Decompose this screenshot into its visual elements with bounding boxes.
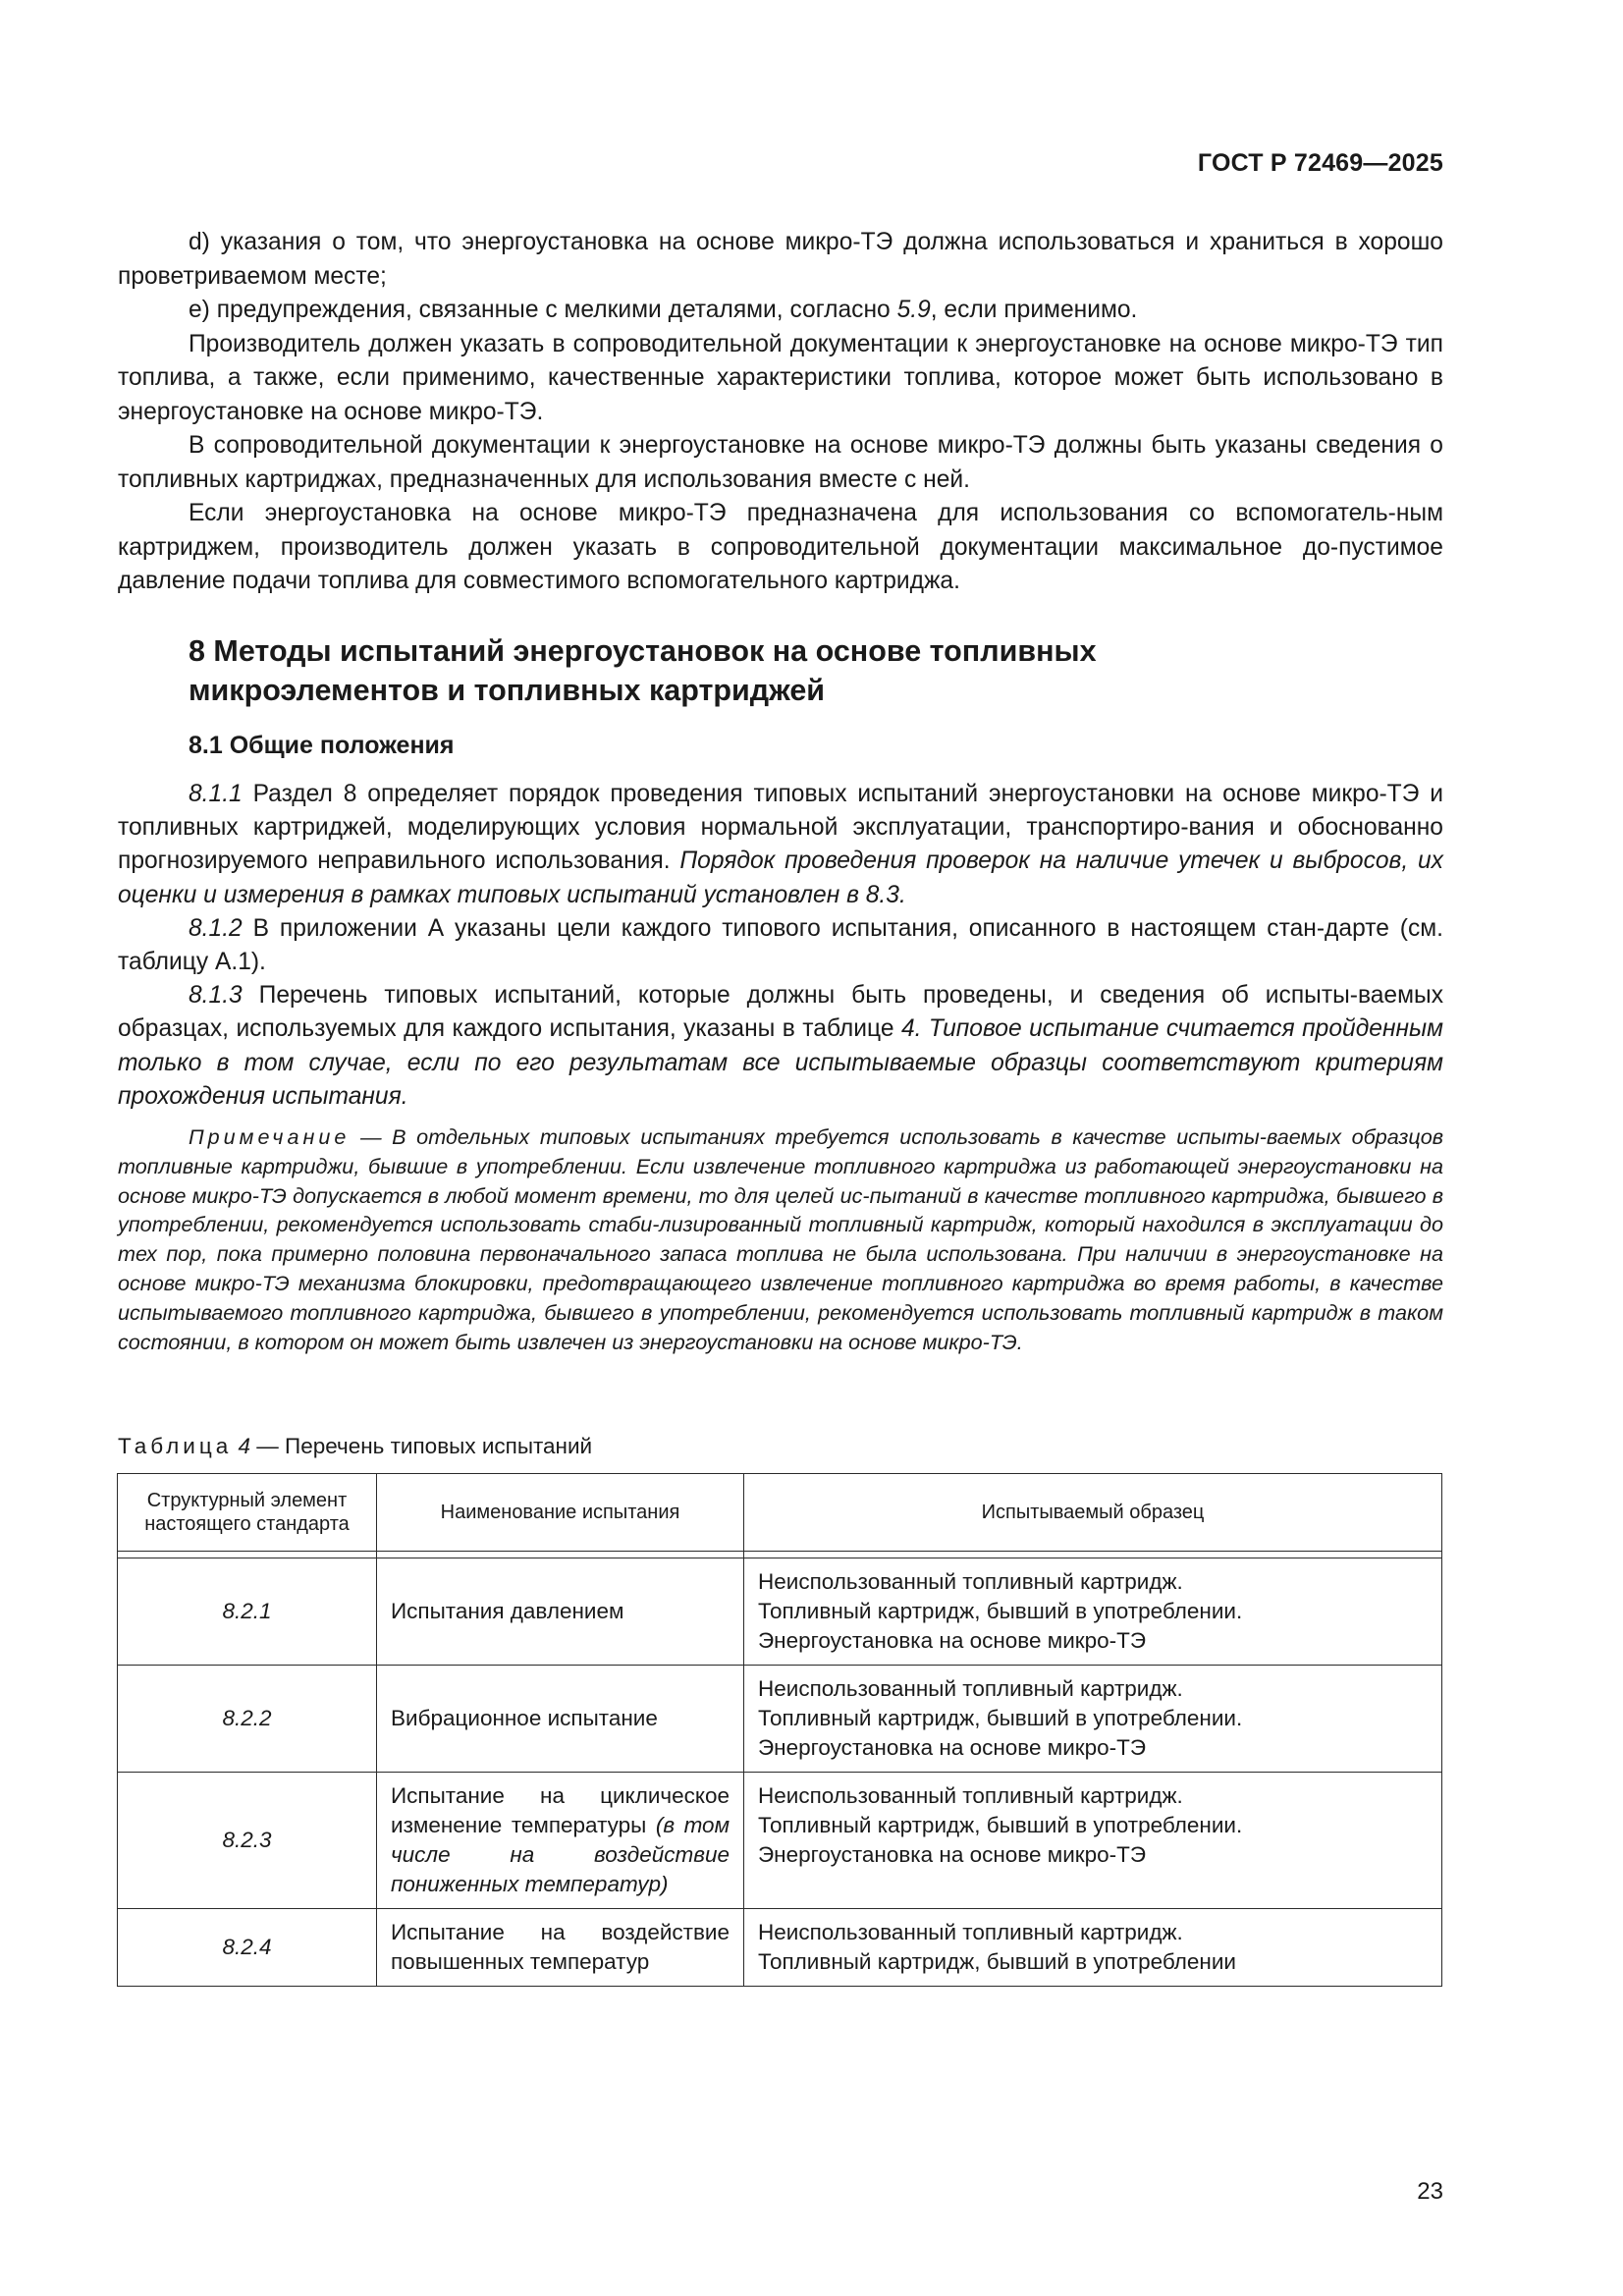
- table-caption-label: Таблица: [118, 1434, 233, 1458]
- section-heading: 8 Методы испытаний энергоустановок на основе топливных микроэлементов и топливных картриджей: [189, 634, 1097, 707]
- clause-italic-text: . Типовое испытание считается пройденным только в том случае, если по его результатам все испытываемые образцы соответствуют критериям прохождения испытания.: [118, 1015, 1443, 1110]
- clause-text: Раздел 8 определяет порядок проведения типовых испытаний энергоустановки на основе микро-ТЭ и топливных картриджей, моделирующих условия нормальной эксплуатации, транспортиро-вания и обоснованно прогнозируемого неправильного использования.: [118, 781, 1443, 875]
- intro-item-e: [118, 294, 1443, 328]
- column-header-test-name: Наименование испытания: [377, 1474, 744, 1552]
- test-name-cell: [377, 1666, 744, 1773]
- note-paragraph: [118, 1122, 1443, 1356]
- clause-number: 8.1.2: [189, 914, 243, 942]
- clause-text: Перечень типовых испытаний, которые должны быть проведены, и сведения об испыты-ваемых образцах, используемых для каждого испытания, указаны в таблице: [118, 982, 1443, 1043]
- sample-line: Неиспользованный топливный картридж.: [758, 1676, 1183, 1701]
- table-caption-number: 4: [238, 1434, 251, 1458]
- clause-cell: 8.2.4: [118, 1909, 377, 1987]
- test-name-cell: [377, 1773, 744, 1909]
- table-row: [118, 1666, 1442, 1773]
- tests-table: [117, 1473, 1442, 1987]
- spacer-cell: [377, 1552, 744, 1558]
- sample-line: Топливный картридж, бывший в употреблении.: [758, 1706, 1243, 1730]
- sample-line: Энергоустановка на основе микро-ТЭ: [758, 1735, 1147, 1760]
- intro-paragraph: Если энергоустановка на основе микро-ТЭ предназначена для использования со вспомогатель-ным картриджем, производитель должен указать в сопроводительной документации максимальное до-пустимое давление подачи топлива для совместимого вспомогательного картриджа.: [118, 500, 1443, 594]
- sample-line: Неиспользованный топливный картридж.: [758, 1783, 1183, 1808]
- clause-reference: 5.9: [896, 297, 931, 323]
- table-header-row: [118, 1474, 1442, 1552]
- sample-line: Энергоустановка на основе микро-ТЭ: [758, 1842, 1147, 1867]
- sample-line: Неиспользованный топливный картридж.: [758, 1569, 1183, 1594]
- clause-cell: 8.2.2: [118, 1666, 377, 1773]
- intro-paragraph: В сопроводительной документации к энергоустановке на основе микро-ТЭ должны быть указаны сведения о топливных картриджах, предназначенных для использования вместе с ней.: [118, 432, 1443, 493]
- intro-text: [118, 226, 1443, 599]
- test-name: Испытания давлением: [391, 1599, 624, 1623]
- note-text: — В отдельных типовых испытаниях требуется использовать в качестве испыты-ваемых образцов топливные картриджи, бывшие в употреблении. Если извлечение топливного картриджа из работающей энергоустановки на основе микро-ТЭ допускается в любой момент времени, то для целей ис-пытаний в качестве топливного картриджа, бывшего в употреблении, рекомендуется использовать стаби-лизированный топливный картридж, который находился в эксплуатации до тех пор, пока примерно половина первоначального запаса топлива не была использована. При наличии в энергоустановке на основе микро-ТЭ механизма блокировки, предотвращающего извлечение топливного картриджа во время работы, в качестве испытываемого топливного картриджа, бывшего в употреблении, рекомендуется использовать топливный картридж в таком состоянии, в котором он может быть извлечен из энергоустановки на основе микро-ТЭ.: [118, 1124, 1443, 1354]
- clause-8-1-1: [118, 778, 1443, 912]
- test-name: Вибрационное испытание: [391, 1706, 658, 1730]
- spacer-cell: [744, 1552, 1442, 1558]
- sample-line: Топливный картридж, бывший в употреблении.: [758, 1599, 1243, 1623]
- sample-line: Энергоустановка на основе микро-ТЭ: [758, 1628, 1147, 1653]
- section-body: [118, 778, 1443, 1114]
- clause-8-1-2: [118, 912, 1443, 979]
- sample-line: Неиспользованный топливный картридж.: [758, 1920, 1183, 1944]
- document-header: ГОСТ Р 72469—2025: [1197, 149, 1443, 177]
- sample-cell: [744, 1909, 1442, 1987]
- clause-text: В приложении А указаны цели каждого типового испытания, описанного в настоящем стан-дарте (см. таблицу А.1).: [118, 914, 1443, 976]
- sample-cell: [744, 1773, 1442, 1909]
- table-row: [118, 1558, 1442, 1666]
- clause-number: 8.1.3: [189, 982, 243, 1010]
- spacer-cell: [118, 1552, 377, 1558]
- page-number: 23: [1417, 2178, 1443, 2205]
- table-row: [118, 1773, 1442, 1909]
- column-header-sample: Испытываемый образец: [744, 1474, 1442, 1552]
- sample-line: Топливный картридж, бывший в употреблении.: [758, 1813, 1243, 1837]
- column-header-clause: Структурный элемент настоящего стандарта: [118, 1474, 377, 1552]
- clause-cell: 8.2.1: [118, 1558, 377, 1666]
- test-name-italic: (в том числе на воздействие пониженных температур): [391, 1813, 730, 1896]
- intro-item-e-tail: , если применимо.: [930, 297, 1138, 323]
- test-name: Испытание на циклическое изменение температуры: [391, 1783, 730, 1837]
- intro-paragraph: Производитель должен указать в сопроводительной документации к энергоустановке на основе микро-ТЭ тип топлива, а также, если применимо, качественные характеристики топлива, которое может быть использовано в энергоустановке на основе микро-ТЭ.: [118, 330, 1443, 425]
- test-name-cell: [377, 1909, 744, 1987]
- intro-item-e-text: e) предупреждения, связанные с мелкими деталями, согласно: [189, 297, 897, 323]
- sample-cell: [744, 1558, 1442, 1666]
- clause-italic-text: Порядок проведения проверок на наличие утечек и выбросов, их оценки и измерения в рамках типовых испытаний установлен в 8.3.: [118, 847, 1443, 908]
- table-caption: [118, 1434, 592, 1459]
- table-row: [118, 1909, 1442, 1987]
- subsection-heading: 8.1 Общие положения: [189, 732, 455, 759]
- intro-item-d: d) указания о том, что энергоустановка на основе микро-ТЭ должна использоваться и храниться в хорошо проветриваемом месте;: [118, 229, 1443, 290]
- table-spacer: [118, 1552, 1442, 1558]
- test-name-cell: [377, 1558, 744, 1666]
- clause-cell: 8.2.3: [118, 1773, 377, 1909]
- table-reference: 4: [900, 1015, 915, 1043]
- note-block: [118, 1122, 1443, 1356]
- clause-number: 8.1.1: [189, 781, 243, 807]
- clause-8-1-3: [118, 979, 1443, 1114]
- sample-line: Топливный картридж, бывший в употреблении: [758, 1949, 1236, 1974]
- note-label: Примечание: [189, 1124, 351, 1149]
- test-name: Испытание на воздействие повышенных температур: [391, 1920, 730, 1974]
- table-caption-text: — Перечень типовых испытаний: [250, 1434, 593, 1458]
- sample-cell: [744, 1666, 1442, 1773]
